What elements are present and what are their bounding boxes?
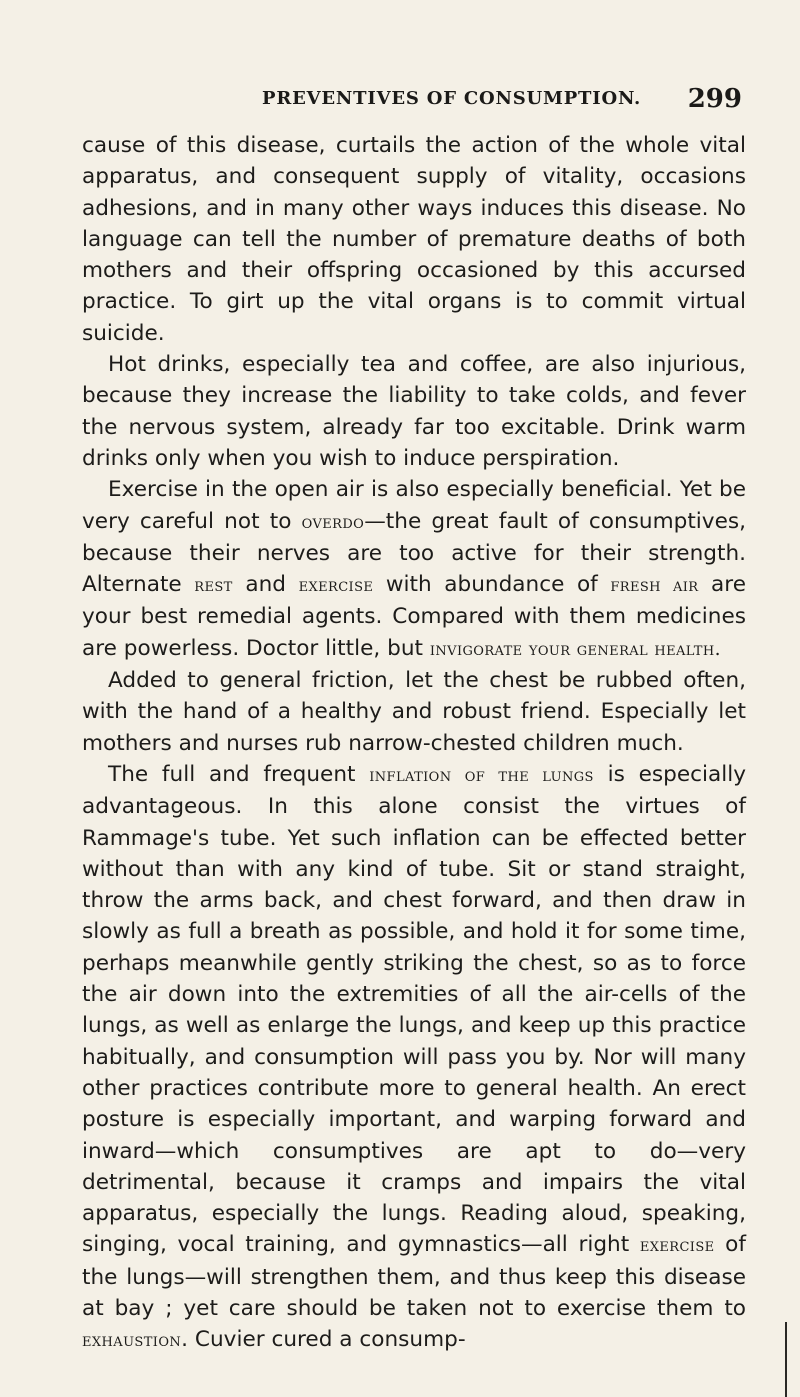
small-caps-text: fresh air [610, 575, 699, 597]
body-text [82, 130, 746, 1357]
paragraph [82, 759, 746, 1357]
small-caps-text: invigorate your general health. [429, 638, 721, 660]
page-edge-line [785, 1322, 787, 1397]
paragraph [82, 349, 746, 474]
text-run: of the lungs—will strengthen them, and thus keep this disease at bay ; yet care should be taken not to exercise them to [82, 1232, 746, 1321]
text-run: . Cuvier cured a consump- [181, 1327, 466, 1353]
text-run: Added to general friction, let the chest be rubbed often, with the hand of a healthy and robust friend. Especially let mothers and nurses rub narrow-chested children much. [82, 668, 746, 756]
paragraph [82, 665, 746, 759]
text-run: Hot drinks, especially tea and coffee, are also injurious, because they increase the liability to take colds, and fever the nervous system, already far too excitable. Drink warm drinks only when you wish to induce perspiration. [82, 352, 746, 471]
text-run: The full and frequent [108, 761, 370, 787]
text-run: are your best remedial agents. Compared with them medicines are powerless. Doctor little, but [82, 572, 746, 661]
paragraph [82, 474, 746, 665]
text-run: —the great fault of consumptives, because their nerves are too active for their strength. Alternate [82, 508, 746, 598]
small-caps-text: rest [194, 575, 233, 597]
small-caps-text: exercise [639, 1235, 715, 1257]
text-run: and [232, 572, 299, 598]
small-caps-text: inflation of the lungs [369, 764, 594, 786]
small-caps-text: overdo [301, 511, 365, 533]
text-run: Exercise in the open air is also especially beneficial. Yet be very careful not to [82, 477, 746, 534]
small-caps-text: exhaustion [82, 1330, 182, 1352]
running-title: PREVENTIVES OF CONSUMPTION. [262, 88, 642, 109]
small-caps-text: exercise [298, 575, 374, 597]
paragraph [82, 130, 746, 349]
text-run: is especially advantageous. In this alone consist the virtues of Rammage's tube. Yet such inflation can be effected better without than with any kind of tube. Sit or stand straight, throw the arms back, and chest forward, and then draw in slowly as full a breath as possible, and hold it for some time, perhaps meanwhile gently striking the chest, so as to force the air down into the extremities of all the air-cells of the lungs, as well as enlarge the lungs, and keep up this practice habitually, and consumption will pass you by. Nor will many other practices contribute more to general health. An erect posture is especially important, and warping forward and inward—which consumptives are apt to do—very detrimental, because it cramps and impairs the vital apparatus, especially the lungs. Reading aloud, speaking, singing, vocal training, and gymnastics—all right [82, 761, 747, 1258]
page-number: 299 [687, 84, 742, 114]
running-head [82, 86, 742, 116]
text-run: with abundance of [373, 572, 611, 598]
text-run: cause of this disease, curtails the action of the whole vital apparatus, and consequent supply of vitality, occasions adhesions, and in many other ways induces this disease. No language can tell the number of premature deaths of both mothers and their offspring occasioned by this accursed practice. To girt up the vital organs is to commit virtual suicide. [82, 133, 746, 346]
